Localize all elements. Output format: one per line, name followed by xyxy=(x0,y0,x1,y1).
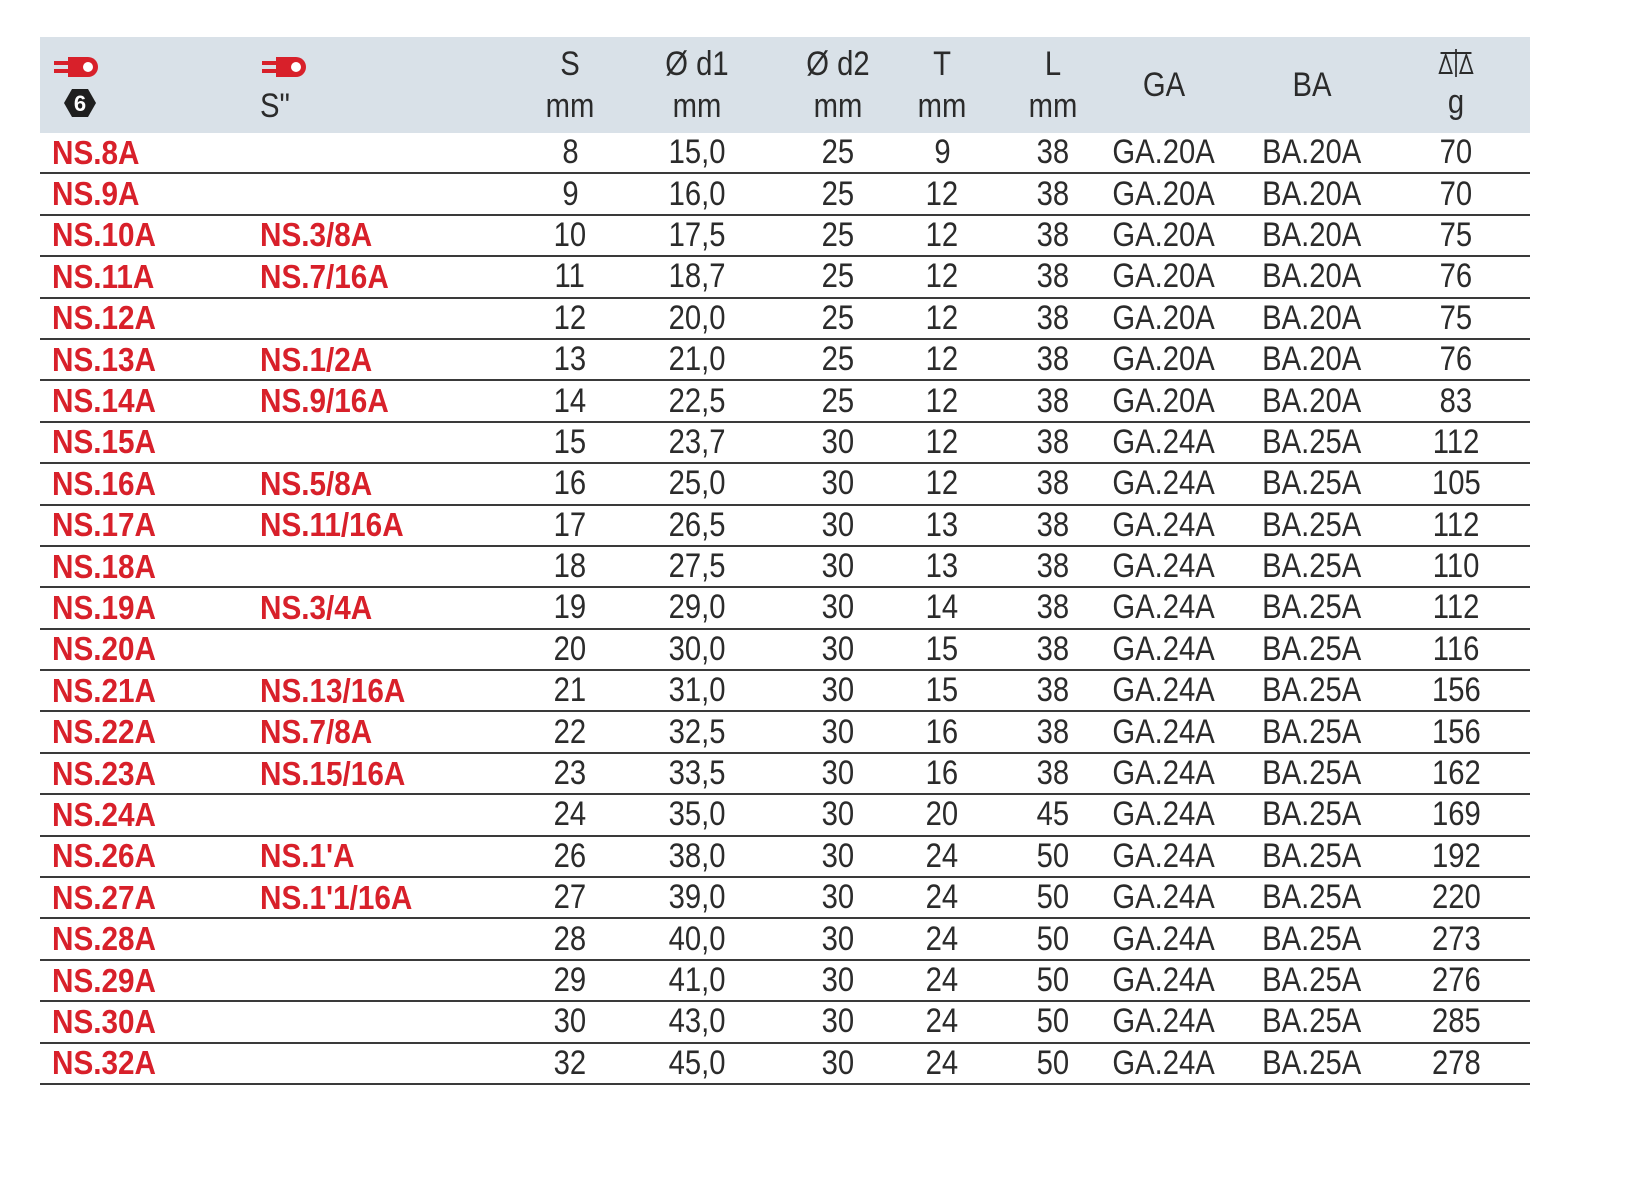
cell-d1: 32,5 xyxy=(668,712,726,751)
cell-d2: 30 xyxy=(821,547,855,586)
cell-s: 24 xyxy=(553,795,587,834)
cell-s: 18 xyxy=(553,547,587,586)
cell-ba: BA.25A xyxy=(1262,588,1362,627)
cell-code: NS.30A xyxy=(52,1002,157,1040)
cell-g: 112 xyxy=(1432,422,1480,461)
cell-code: NS.26A xyxy=(52,837,157,875)
cell-ga: GA.20A xyxy=(1112,215,1216,254)
table-row xyxy=(40,174,1530,215)
cell-ba: BA.25A xyxy=(1262,878,1362,917)
table-row xyxy=(40,423,1530,464)
cell-t: 12 xyxy=(925,340,959,379)
cell-d2: 30 xyxy=(821,836,855,875)
cell-ga: GA.24A xyxy=(1112,629,1216,668)
cell-ba: BA.20A xyxy=(1262,133,1362,172)
cell-ba: BA.25A xyxy=(1262,547,1362,586)
cell-d2: 25 xyxy=(821,257,855,296)
cell-g: 285 xyxy=(1431,1002,1481,1041)
cell-ga: GA.24A xyxy=(1112,754,1216,793)
cell-ba: BA.25A xyxy=(1262,795,1362,834)
cell-l: 50 xyxy=(1036,878,1070,917)
cell-d1: 31,0 xyxy=(668,671,726,710)
cell-inch xyxy=(260,547,490,586)
cell-inch: NS.3/4A xyxy=(260,588,373,626)
cell-s: 19 xyxy=(553,588,587,627)
cell-s: 13 xyxy=(553,340,587,379)
cell-inch: NS.13/16A xyxy=(260,671,406,709)
cell-code: NS.18A xyxy=(52,547,157,585)
table-row xyxy=(40,961,1530,1002)
cell-ga: GA.24A xyxy=(1112,961,1216,999)
cell-g: 169 xyxy=(1431,795,1481,834)
cell-ba: BA.25A xyxy=(1262,464,1362,503)
cell-l: 38 xyxy=(1036,381,1070,420)
cell-d1: 41,0 xyxy=(668,961,726,999)
cell-l: 38 xyxy=(1036,629,1070,668)
cell-d2: 25 xyxy=(821,298,855,337)
cell-ga: GA.20A xyxy=(1112,298,1216,337)
cell-g: 156 xyxy=(1431,712,1481,751)
cell-ga: GA.24A xyxy=(1112,505,1216,544)
cell-s: 11 xyxy=(554,257,586,296)
cell-g: 116 xyxy=(1432,629,1480,668)
cell-l: 38 xyxy=(1036,215,1070,254)
cell-inch xyxy=(260,133,490,172)
cell-s: 10 xyxy=(553,215,587,254)
cell-g: 76 xyxy=(1439,340,1473,379)
table-row xyxy=(40,588,1530,629)
cell-d2: 30 xyxy=(821,671,855,710)
cell-l: 38 xyxy=(1036,133,1070,172)
cell-d2: 25 xyxy=(821,133,855,172)
cell-g: 75 xyxy=(1439,215,1473,254)
cell-t: 15 xyxy=(925,629,959,668)
cell-s: 23 xyxy=(553,754,587,793)
cell-ga: GA.24A xyxy=(1112,878,1216,917)
cell-l: 38 xyxy=(1036,588,1070,627)
table-row xyxy=(40,630,1530,671)
cell-d1: 30,0 xyxy=(668,629,726,668)
cell-inch xyxy=(260,1002,490,1041)
table-row xyxy=(40,878,1530,919)
cell-s: 26 xyxy=(553,836,587,875)
table-row xyxy=(40,340,1530,381)
cell-s: 17 xyxy=(553,505,587,544)
cell-d2: 30 xyxy=(821,464,855,503)
cell-t: 9 xyxy=(933,133,951,172)
cell-s: 16 xyxy=(553,464,587,503)
cell-d1: 35,0 xyxy=(668,795,726,834)
cell-s: 22 xyxy=(553,712,587,751)
cell-d1: 33,5 xyxy=(668,754,726,793)
socket-drive-icon xyxy=(52,47,112,127)
svg-text:6: 6 xyxy=(73,91,87,116)
cell-g: 192 xyxy=(1431,836,1481,875)
cell-ba: BA.20A xyxy=(1262,298,1362,337)
table-row xyxy=(40,919,1530,960)
table-row xyxy=(40,506,1530,547)
cell-d1: 23,7 xyxy=(668,422,726,461)
cell-code: NS.27A xyxy=(52,878,157,916)
cell-g: 75 xyxy=(1439,298,1473,337)
cell-ba: BA.20A xyxy=(1262,215,1362,254)
cell-ba: BA.20A xyxy=(1262,381,1362,420)
cell-d1: 27,5 xyxy=(668,547,726,586)
header-ga: GA xyxy=(1142,66,1186,104)
header-l: L mm xyxy=(1028,45,1078,125)
cell-d2: 30 xyxy=(821,629,855,668)
cell-l: 38 xyxy=(1036,712,1070,751)
cell-s: 21 xyxy=(553,671,587,710)
cell-l: 38 xyxy=(1036,298,1070,337)
cell-s: 32 xyxy=(553,1043,587,1082)
cell-ba: BA.20A xyxy=(1262,257,1362,296)
cell-d1: 17,5 xyxy=(668,215,726,254)
cell-d2: 30 xyxy=(821,961,855,999)
table-body xyxy=(40,133,1530,1085)
cell-inch: NS.5/8A xyxy=(260,464,373,502)
cell-d1: 15,0 xyxy=(668,133,726,172)
table-header xyxy=(40,37,1530,133)
cell-ba: BA.25A xyxy=(1262,671,1362,710)
cell-ba: BA.25A xyxy=(1262,712,1362,751)
cell-code: NS.21A xyxy=(52,671,157,709)
cell-inch xyxy=(260,423,490,462)
cell-ga: GA.24A xyxy=(1112,1002,1216,1041)
table-row xyxy=(40,381,1530,422)
cell-code: NS.8A xyxy=(52,133,140,171)
cell-inch xyxy=(260,630,490,669)
header-inch-size: S" xyxy=(260,87,290,125)
table-row xyxy=(40,671,1530,712)
cell-l: 38 xyxy=(1036,257,1070,296)
cell-t: 16 xyxy=(925,712,959,751)
cell-ga: GA.24A xyxy=(1112,795,1216,834)
cell-d2: 30 xyxy=(821,919,855,958)
cell-ga: GA.24A xyxy=(1112,836,1216,875)
cell-ga: GA.24A xyxy=(1112,588,1216,627)
cell-ga: GA.24A xyxy=(1112,464,1216,503)
cell-ga: GA.20A xyxy=(1112,133,1216,172)
cell-code: NS.19A xyxy=(52,588,157,626)
cell-g: 70 xyxy=(1439,133,1473,172)
cell-t: 12 xyxy=(925,215,959,254)
cell-inch: NS.1'1/16A xyxy=(260,878,413,916)
cell-ba: BA.25A xyxy=(1262,836,1362,875)
cell-d2: 30 xyxy=(821,754,855,793)
cell-d2: 25 xyxy=(821,174,855,213)
table-row xyxy=(40,547,1530,588)
cell-g: 83 xyxy=(1439,381,1473,420)
cell-g: 110 xyxy=(1432,547,1480,586)
cell-d2: 25 xyxy=(821,340,855,379)
cell-inch xyxy=(260,1044,490,1083)
cell-t: 13 xyxy=(925,505,959,544)
cell-inch xyxy=(260,795,490,834)
table-row xyxy=(40,133,1530,174)
cell-g: 162 xyxy=(1431,754,1481,793)
cell-ba: BA.25A xyxy=(1262,629,1362,668)
cell-d1: 40,0 xyxy=(668,919,726,958)
cell-ga: GA.24A xyxy=(1112,422,1216,461)
cell-code: NS.17A xyxy=(52,506,157,544)
cell-inch: NS.7/8A xyxy=(260,713,373,751)
cell-inch xyxy=(260,919,490,958)
cell-l: 50 xyxy=(1036,1043,1070,1082)
cell-l: 50 xyxy=(1036,961,1070,999)
cell-t: 14 xyxy=(925,588,959,627)
header-d1: Ø d1 mm xyxy=(665,45,729,125)
cell-code: NS.22A xyxy=(52,713,157,751)
table-row xyxy=(40,299,1530,340)
cell-t: 24 xyxy=(925,919,959,958)
cell-d1: 16,0 xyxy=(668,174,726,213)
table-row xyxy=(40,795,1530,836)
cell-inch: NS.1'A xyxy=(260,837,355,875)
cell-t: 12 xyxy=(925,257,959,296)
cell-s: 28 xyxy=(553,919,587,958)
cell-ba: BA.25A xyxy=(1262,1002,1362,1041)
cell-code: NS.10A xyxy=(52,216,157,254)
cell-ba: BA.25A xyxy=(1262,505,1362,544)
cell-g: 220 xyxy=(1431,878,1481,917)
cell-d1: 21,0 xyxy=(668,340,726,379)
cell-l: 50 xyxy=(1036,1002,1070,1041)
cell-ga: GA.24A xyxy=(1112,547,1216,586)
cell-ga: GA.20A xyxy=(1112,174,1216,213)
cell-d2: 30 xyxy=(821,1002,855,1041)
cell-t: 12 xyxy=(925,298,959,337)
cell-code: NS.32A xyxy=(52,1044,157,1082)
cell-t: 24 xyxy=(925,1043,959,1082)
cell-t: 15 xyxy=(925,671,959,710)
table-row xyxy=(40,1002,1530,1043)
cell-ga: GA.24A xyxy=(1112,671,1216,710)
cell-code: NS.20A xyxy=(52,630,157,668)
cell-t: 24 xyxy=(925,836,959,875)
cell-ga: GA.20A xyxy=(1112,257,1216,296)
cell-t: 13 xyxy=(925,547,959,586)
cell-l: 38 xyxy=(1036,464,1070,503)
cell-g: 105 xyxy=(1431,464,1481,503)
cell-ba: BA.25A xyxy=(1262,919,1362,958)
cell-t: 12 xyxy=(925,464,959,503)
cell-s: 9 xyxy=(561,174,579,213)
cell-t: 24 xyxy=(925,961,959,999)
cell-ba: BA.20A xyxy=(1262,174,1362,213)
cell-l: 38 xyxy=(1036,505,1070,544)
cell-d2: 30 xyxy=(821,878,855,917)
cell-d2: 30 xyxy=(821,588,855,627)
cell-t: 12 xyxy=(925,381,959,420)
cell-ga: GA.20A xyxy=(1112,381,1216,420)
cell-l: 38 xyxy=(1036,340,1070,379)
cell-inch: NS.3/8A xyxy=(260,216,373,254)
cell-d2: 30 xyxy=(821,1043,855,1082)
scale-weight-icon xyxy=(1437,47,1475,81)
cell-t: 24 xyxy=(925,1002,959,1041)
table-row xyxy=(40,1044,1530,1085)
cell-l: 38 xyxy=(1036,422,1070,461)
cell-inch: NS.1/2A xyxy=(260,340,373,378)
table-row xyxy=(40,464,1530,505)
table-row xyxy=(40,257,1530,298)
cell-s: 27 xyxy=(553,878,587,917)
cell-ga: GA.24A xyxy=(1112,919,1216,958)
cell-inch: NS.7/16A xyxy=(260,257,389,295)
cell-code: NS.11A xyxy=(52,257,155,295)
header-d2: Ø d2 mm xyxy=(806,45,870,125)
cell-inch xyxy=(260,299,490,338)
cell-ba: BA.20A xyxy=(1262,340,1362,379)
cell-ba: BA.25A xyxy=(1262,961,1362,999)
cell-code: NS.15A xyxy=(52,423,157,461)
cell-inch xyxy=(260,174,490,213)
cell-g: 278 xyxy=(1431,1043,1481,1082)
cell-d1: 25,0 xyxy=(668,464,726,503)
cell-t: 16 xyxy=(925,754,959,793)
cell-ba: BA.25A xyxy=(1262,422,1362,461)
table-row xyxy=(40,216,1530,257)
cell-code: NS.23A xyxy=(52,754,157,792)
cell-l: 50 xyxy=(1036,836,1070,875)
socket-drive-icon-inch xyxy=(260,47,320,87)
cell-s: 29 xyxy=(553,961,587,999)
cell-inch: NS.15/16A xyxy=(260,754,406,792)
cell-d1: 18,7 xyxy=(668,257,726,296)
cell-ba: BA.25A xyxy=(1262,754,1362,793)
cell-d2: 30 xyxy=(821,422,855,461)
header-weight: g xyxy=(1404,37,1507,133)
cell-d1: 26,5 xyxy=(668,505,726,544)
cell-d1: 45,0 xyxy=(668,1043,726,1082)
cell-l: 38 xyxy=(1036,174,1070,213)
cell-g: 156 xyxy=(1431,671,1481,710)
cell-l: 38 xyxy=(1036,671,1070,710)
cell-t: 12 xyxy=(925,174,959,213)
header-s: S mm xyxy=(545,45,595,125)
cell-d1: 43,0 xyxy=(668,1002,726,1041)
cell-d2: 25 xyxy=(821,215,855,254)
cell-d2: 25 xyxy=(821,381,855,420)
cell-d1: 39,0 xyxy=(668,878,726,917)
cell-code: NS.13A xyxy=(52,340,157,378)
cell-g: 112 xyxy=(1432,505,1480,544)
cell-s: 8 xyxy=(561,133,579,172)
cell-inch: NS.9/16A xyxy=(260,382,389,420)
cell-code: NS.9A xyxy=(52,175,140,213)
cell-t: 12 xyxy=(925,422,959,461)
cell-ba: BA.25A xyxy=(1262,1043,1362,1082)
cell-d1: 22,5 xyxy=(668,381,726,420)
table-row xyxy=(40,754,1530,795)
cell-g: 70 xyxy=(1439,174,1473,213)
cell-l: 50 xyxy=(1036,919,1070,958)
cell-l: 38 xyxy=(1036,754,1070,793)
cell-t: 24 xyxy=(925,878,959,917)
cell-code: NS.29A xyxy=(52,961,157,999)
table-row xyxy=(40,837,1530,878)
cell-d1: 20,0 xyxy=(668,298,726,337)
cell-s: 14 xyxy=(553,381,587,420)
cell-d2: 30 xyxy=(821,795,855,834)
cell-d1: 29,0 xyxy=(668,588,726,627)
cell-inch: NS.11/16A xyxy=(260,506,404,544)
cell-g: 273 xyxy=(1431,919,1481,958)
cell-g: 112 xyxy=(1432,588,1480,627)
cell-d2: 30 xyxy=(821,712,855,751)
cell-g: 276 xyxy=(1431,961,1481,999)
cell-g: 76 xyxy=(1439,257,1473,296)
cell-code: NS.12A xyxy=(52,299,157,337)
header-t: T mm xyxy=(917,45,967,125)
cell-ga: GA.20A xyxy=(1112,340,1216,379)
socket-spec-table xyxy=(40,37,1530,1085)
cell-ga: GA.24A xyxy=(1112,712,1216,751)
cell-s: 15 xyxy=(553,422,587,461)
cell-d2: 30 xyxy=(821,505,855,544)
cell-code: NS.16A xyxy=(52,464,157,502)
cell-s: 12 xyxy=(553,298,587,337)
cell-code: NS.24A xyxy=(52,795,157,833)
cell-s: 30 xyxy=(553,1002,587,1041)
cell-t: 20 xyxy=(925,795,959,834)
cell-l: 38 xyxy=(1036,547,1070,586)
hexagon-badge-icon xyxy=(64,89,96,117)
cell-d1: 38,0 xyxy=(668,836,726,875)
cell-code: NS.28A xyxy=(52,920,157,958)
cell-inch xyxy=(260,961,490,1000)
cell-l: 45 xyxy=(1036,795,1070,834)
cell-code: NS.14A xyxy=(52,382,157,420)
table-row xyxy=(40,712,1530,753)
header-ba: BA xyxy=(1292,66,1332,104)
cell-s: 20 xyxy=(553,629,587,668)
cell-ga: GA.24A xyxy=(1112,1043,1216,1082)
